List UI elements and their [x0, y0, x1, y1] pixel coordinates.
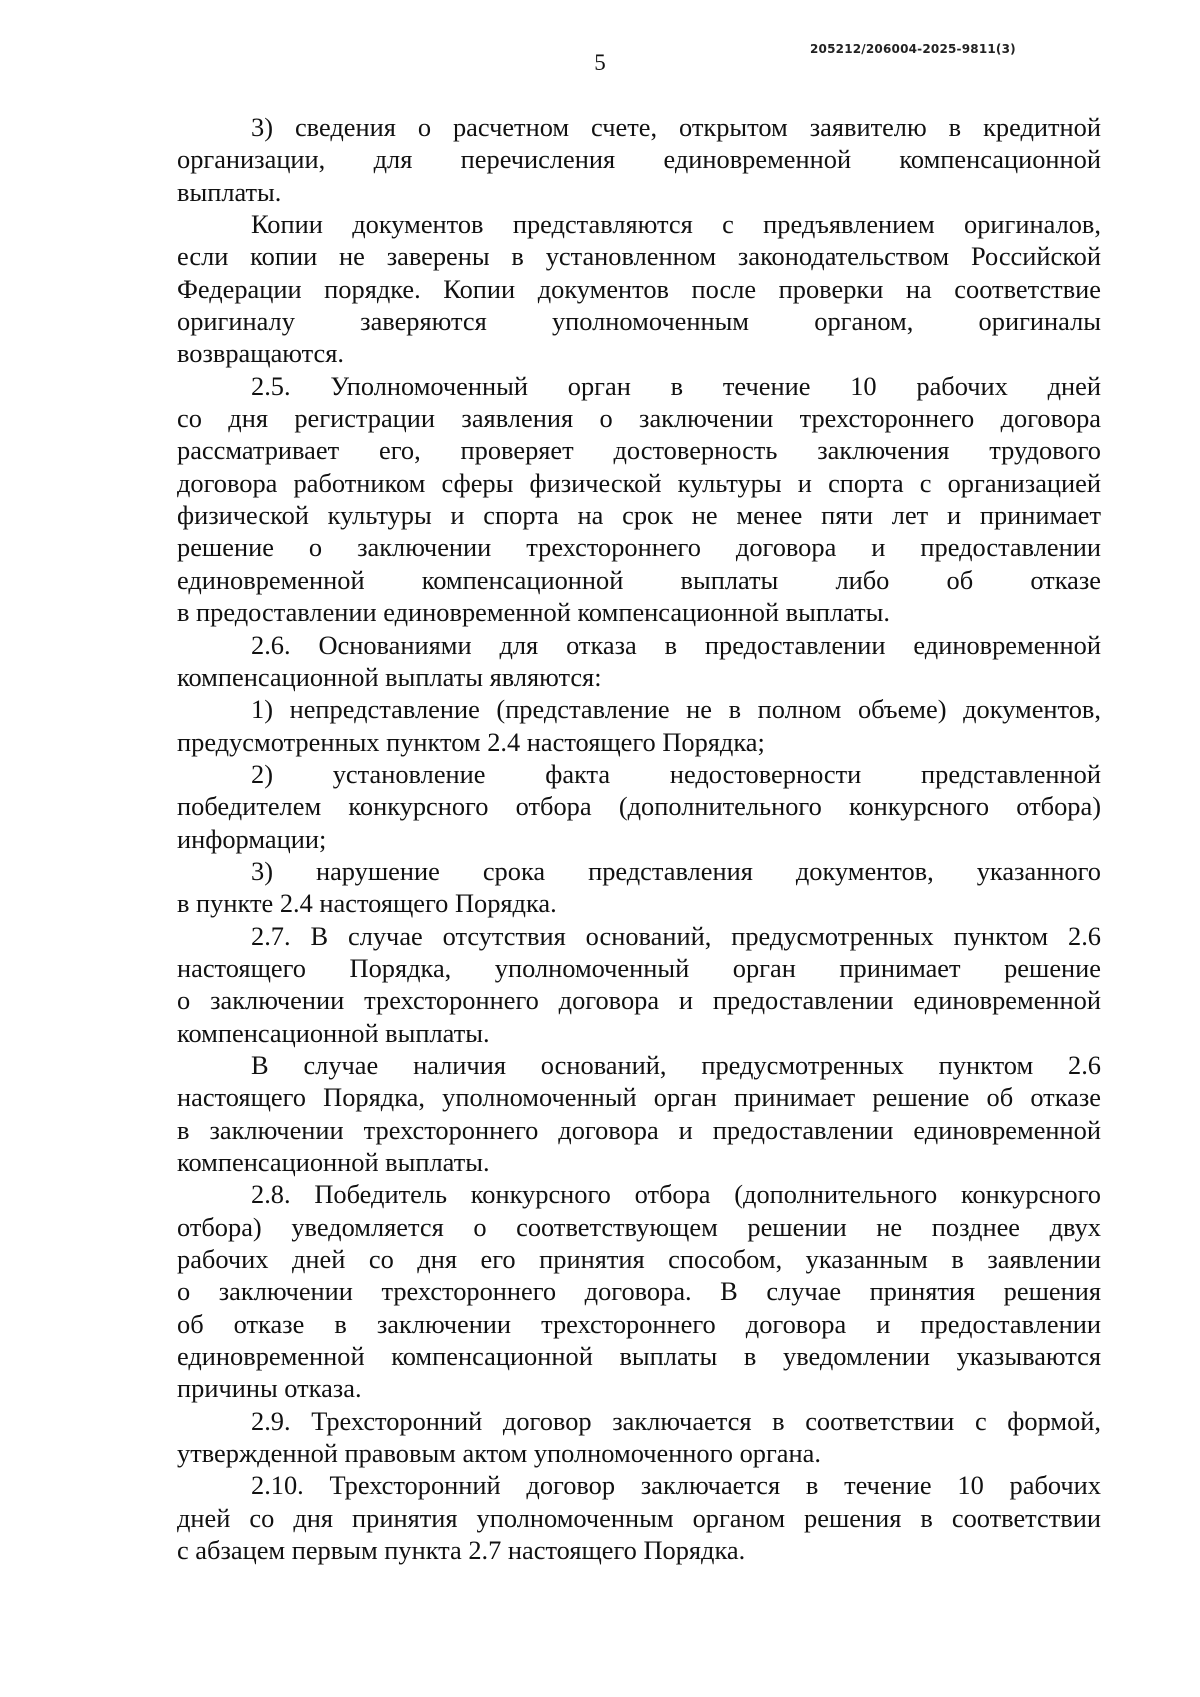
paragraph-line: настоящего Порядка, уполномоченный орган принимает решение	[177, 952, 1101, 983]
paragraph	[177, 758, 1101, 855]
paragraph-line: выплаты.	[177, 176, 282, 207]
paragraph-line: единовременной компенсационной выплаты либо об отказе	[177, 564, 1101, 595]
paragraph-line: Федерации порядке. Копии документов после проверки на соответствие	[177, 273, 1101, 304]
paragraph-line: единовременной компенсационной выплаты в уведомлении указываются	[177, 1341, 1101, 1372]
paragraph-line: дней со дня принятия уполномоченным органом решения в соответствии	[177, 1502, 1101, 1533]
paragraph-line: об отказе в заключении трехстороннего договора и предоставлении	[177, 1308, 1101, 1339]
paragraph	[177, 111, 1101, 208]
paragraph-line: предусмотренных пунктом 2.4 настоящего Порядка;	[177, 726, 765, 757]
paragraph	[177, 1049, 1101, 1178]
paragraph-line: договора работником сферы физической культуры и спорта с организацией	[177, 467, 1101, 498]
paragraph-line: 2.7. В случае отсутствия оснований, предусмотренных пунктом 2.6	[251, 920, 1101, 951]
paragraph	[177, 1405, 1101, 1470]
paragraph-line: 3) сведения о расчетном счете, открытом заявителю в кредитной	[251, 112, 1101, 142]
paragraph-line: 2.8. Победитель конкурсного отбора (дополнительного конкурсного	[251, 1179, 1101, 1210]
paragraph-line: о заключении трехстороннего договора. В случае принятия решения	[177, 1276, 1101, 1307]
paragraph-line: 1) непредставление (представление не в полном объеме) документов,	[251, 694, 1101, 725]
paragraph-line: оригиналу заверяются уполномоченным органом, оригиналы	[177, 306, 1101, 337]
paragraph-line: 2.10. Трехсторонний договор заключается в течение 10 рабочих	[251, 1470, 1101, 1501]
paragraph	[177, 1469, 1101, 1566]
paragraph-line: решение о заключении трехстороннего договора и предоставлении	[177, 532, 1101, 563]
paragraph-line: победителем конкурсного отбора (дополнительного конкурсного отбора)	[177, 791, 1101, 822]
paragraph-line: Копии документов представляются с предъявлением оригиналов,	[251, 209, 1101, 240]
document-body	[177, 111, 1101, 1566]
paragraph-line: организации, для перечисления единовременной компенсационной	[177, 144, 1101, 175]
paragraph	[177, 693, 1101, 758]
paragraph-line: В случае наличия оснований, предусмотренных пунктом 2.6	[251, 1049, 1101, 1080]
paragraph-line: если копии не заверены в установленном законодательством Российской	[177, 241, 1101, 272]
paragraph	[177, 629, 1101, 694]
paragraph-line: о заключении трехстороннего договора и предоставлении единовременной	[177, 985, 1101, 1016]
paragraph-line: утвержденной правовым актом уполномоченного органа.	[177, 1438, 821, 1469]
paragraph-line: информации;	[177, 823, 327, 854]
page-number: 5	[594, 50, 606, 75]
paragraph-line: настоящего Порядка, уполномоченный орган принимает решение об отказе	[177, 1082, 1101, 1113]
paragraph-line: рабочих дней со дня его принятия способом, указанным в заявлении	[177, 1244, 1101, 1275]
paragraph-line: в пункте 2.4 настоящего Порядка.	[177, 888, 557, 919]
paragraph	[177, 855, 1101, 920]
paragraph-line: возвращаются.	[177, 338, 344, 369]
paragraph	[177, 920, 1101, 1049]
paragraph-line: в предоставлении единовременной компенсационной выплаты.	[177, 597, 891, 628]
paragraph-line: с абзацем первым пункта 2.7 настоящего Порядка.	[177, 1535, 746, 1566]
paragraph-line: физической культуры и спорта на срок не менее пяти лет и принимает	[177, 500, 1101, 531]
paragraph-line: 2.6. Основаниями для отказа в предоставлении единовременной	[251, 629, 1101, 660]
paragraph-line: 2.9. Трехсторонний договор заключается в соответствии с формой,	[251, 1405, 1101, 1436]
paragraph-line: компенсационной выплаты являются:	[177, 661, 602, 692]
paragraph-line: в заключении трехстороннего договора и предоставлении единовременной	[177, 1114, 1101, 1145]
document-registration-number: 205212/206004-2025-9811(3)	[810, 42, 1016, 56]
paragraph-line: 2.5. Уполномоченный орган в течение 10 рабочих дней	[251, 370, 1101, 401]
paragraph	[177, 1178, 1101, 1404]
paragraph-line: отбора) уведомляется о соответствующем решении не позднее двух	[177, 1211, 1101, 1242]
paragraph	[177, 370, 1101, 629]
paragraph-line: рассматривает его, проверяет достоверность заключения трудового	[177, 435, 1101, 466]
paragraph	[177, 208, 1101, 370]
paragraph-line: причины отказа.	[177, 1373, 362, 1404]
paragraph-line: 3) нарушение срока представления документов, указанного	[251, 855, 1101, 886]
paragraph-line: со дня регистрации заявления о заключении трехстороннего договора	[177, 403, 1101, 434]
paragraph-line: 2) установление факта недостоверности представленной	[251, 758, 1101, 789]
paragraph-line: компенсационной выплаты.	[177, 1017, 490, 1048]
paragraph-line: компенсационной выплаты.	[177, 1147, 490, 1177]
